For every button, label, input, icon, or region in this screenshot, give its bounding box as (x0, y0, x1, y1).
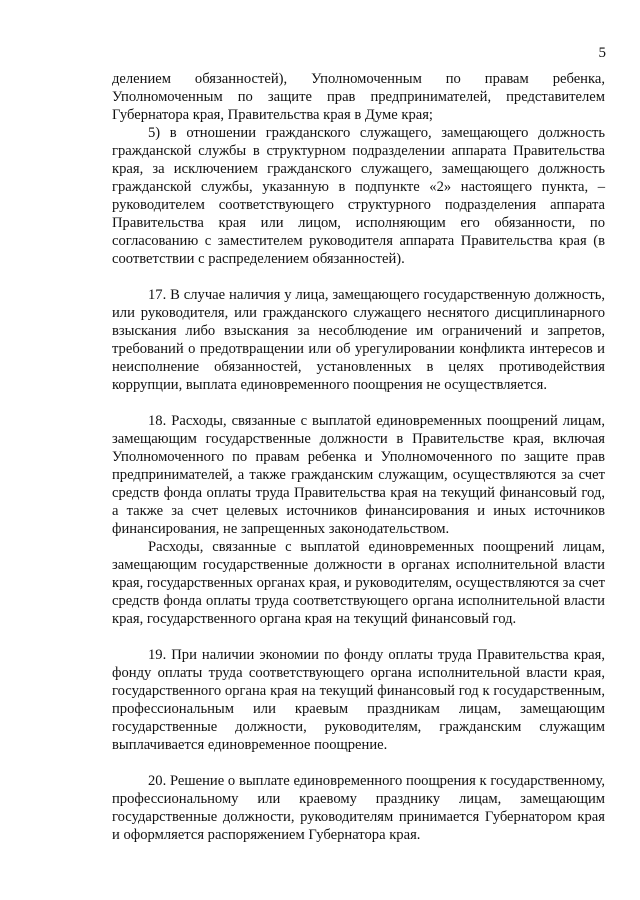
page-number: 5 (598, 45, 606, 61)
paragraph-17: 17. В случае наличия у лица, замещающего государственную должность, или руководителя, или гражданского служащего неснятого дисциплинарного взыскания либо взыскания за несоблюдение им ограничений и запретов, требований о предотвращении или об урегулировании конфликта интересов и неисполнение обязанностей, установленных в целях противодействия коррупции, выплата единовременного поощрения не осуществляется. (112, 287, 605, 393)
document-body (112, 70, 605, 844)
paragraph-item-5: 5) в отношении гражданского служащего, замещающего должность гражданской службы в структурном подразделении аппарата Правительства края, за исключением гражданского служащего, замещающего должность гражданской службы, указанную в подпункте «2» настоящего пункта, – руководителем соответствующего структурного подразделения аппарата Правительства края или лицом, исполняющим его обязанности, по согласованию с заместителем руководителя аппарата Правительства края (в соответствии с распределением обязанностей). (112, 125, 605, 267)
paragraph-18: 18. Расходы, связанные с выплатой единовременных поощрений лицам, замещающим государственные должности в Правительстве края, включая Уполномоченного по правам ребенка и Уполномоченного по защите прав предпринимателей, а также гражданским служащим, осуществляются за счет средств фонда оплаты труда Правительства края на текущий финансовый год, а также за счет целевых источников финансирования и иных источников финансирования, не запрещенных законодательством. (112, 413, 605, 537)
paragraph-18-expenses: Расходы, связанные с выплатой единовременных поощрений лицам, замещающим государственные должности в органах исполнительной власти края, государственных органах края, и руководителям, осуществляются за счет средств фонда оплаты труда соответствующего органа исполнительной власти края, государственного органа края на текущий финансовый год. (112, 539, 605, 627)
paragraph-continuation: делением обязанностей), Уполномоченным по правам ребенка, Уполномоченным по защите прав предпринимателей, представителем Губернатора края, Правительства края в Думе края; (112, 71, 605, 123)
paragraph-20: 20. Решение о выплате единовременного поощрения к государственному, профессиональному или краевому празднику лицам, замещающим государственные должности, руководителям принимается Губернатором края и оформляется распоряжением Губернатора края. (112, 773, 605, 843)
paragraph-19: 19. При наличии экономии по фонду оплаты труда Правительства края, фонду оплаты труда соответствующего органа исполнительной власти края, государственного органа края на текущий финансовый год к государственным, профессиональным или краевым праздникам лицам, замещающим государственные должности, руководителям, гражданским служащим выплачивается единовременное поощрение. (112, 647, 605, 753)
